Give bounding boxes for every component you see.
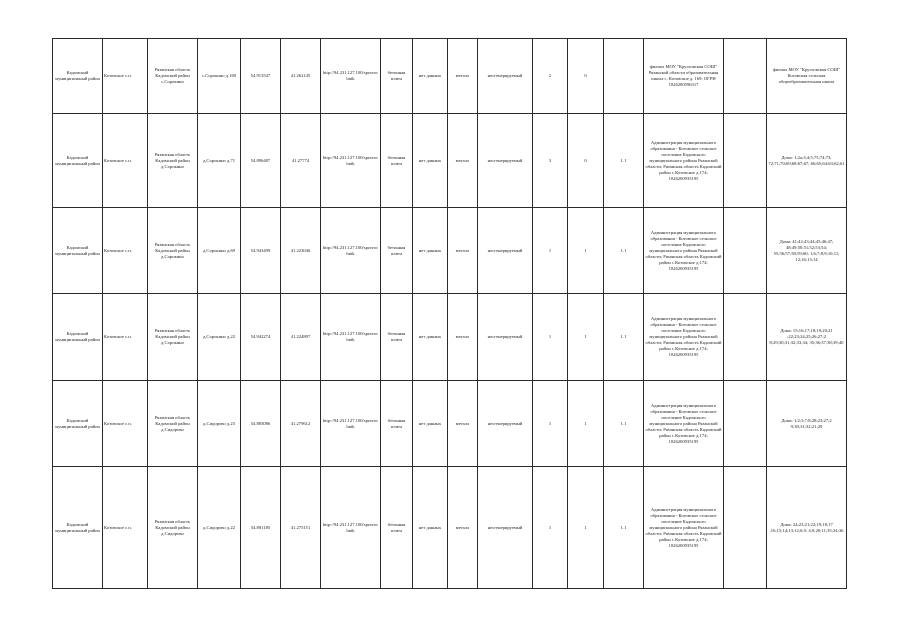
address-area-cell: Рязанская область Кадомский район д.Сидорово bbox=[148, 467, 198, 589]
houses-cell: Дома: 41;42;43;44;45;46;47; 48;49;50;51;52;53;54; 55;56;57;58;59;60; 1;6;7;8;9;10;11; 12;16;13;14 bbox=[767, 208, 847, 294]
link-cell: http://94.231.127.100/spravochnik bbox=[321, 381, 381, 467]
owner-cell: Администрация муниципального образования - Котовское сельское поселение Кадомского муниципального района Рязанской области; Рязанская область Кадомский район с.Котовское д.174; 1026200935195 bbox=[644, 114, 724, 208]
address-cell: д.Сорокино д.71 bbox=[198, 114, 241, 208]
municipality-cell: Кадомский муниципальный район bbox=[53, 467, 103, 589]
type-cell: несгенерируемый bbox=[478, 39, 533, 114]
latitude-cell: 54.942274 bbox=[241, 294, 281, 381]
address-cell: д.Сидорово д.23 bbox=[198, 381, 241, 467]
link-cell: http://94.231.127.100/spravochnik bbox=[321, 39, 381, 114]
owner-cell: Администрация муниципального образования - Котовское сельское поселение Кадомского муниципального района Рязанской области; Рязанская область Кадомский район с.Котовское д.174; 1026200935195 bbox=[644, 467, 724, 589]
municipality-cell: Кадомский муниципальный район bbox=[53, 114, 103, 208]
volume-cell bbox=[604, 39, 644, 114]
count1-cell: 1 bbox=[533, 208, 568, 294]
data-cell: нет данных bbox=[413, 381, 448, 467]
surface-cell: бетонная плита bbox=[381, 39, 413, 114]
houses-cell: Дома: 1;2;3;7;8;28;23;27;2 9;30;31;32;21;29 bbox=[767, 381, 847, 467]
extra-cell bbox=[724, 294, 767, 381]
type-cell: несгенерируемый bbox=[478, 114, 533, 208]
address-cell: д.Сидорово д.22 bbox=[198, 467, 241, 589]
address-cell: с.Сорокино д.169 bbox=[198, 39, 241, 114]
address-area-cell: Рязанская область Кадомский район с.Сорокино bbox=[148, 39, 198, 114]
registry-table bbox=[52, 38, 847, 589]
houses-cell: Дома: 24;23;21;22;19;18;17 ;16;15;14;13;12;6;5; 4;9;20;11;35;34;36 bbox=[767, 467, 847, 589]
longitude-cell: 41.275151 bbox=[281, 467, 321, 589]
longitude-cell: 41.262145 bbox=[281, 39, 321, 114]
table-row bbox=[53, 114, 847, 208]
latitude-cell: 54.883086 bbox=[241, 381, 281, 467]
settlement-cell: Котовское с.п. bbox=[103, 114, 148, 208]
surface-cell: бетонная плита bbox=[381, 294, 413, 381]
count1-cell: 1 bbox=[533, 467, 568, 589]
settlement-cell: Котовское с.п. bbox=[103, 39, 148, 114]
houses-cell: Дома: 15;16;17;18;19;20;21 ;22;23;24;25;26;27;2 8;29;30;31;32;33;34; 35;36;37;38;39;40 bbox=[767, 294, 847, 381]
count1-cell: 3 bbox=[533, 114, 568, 208]
table-row bbox=[53, 467, 847, 589]
settlement-cell: Котовское с.п. bbox=[103, 294, 148, 381]
houses-cell: филиал МОУ "Кругловская СОШ" Котовская сельская общеобразовательная школа bbox=[767, 39, 847, 114]
type-cell: несгенерируемый bbox=[478, 467, 533, 589]
table-row bbox=[53, 39, 847, 114]
data-cell: нет данных bbox=[413, 114, 448, 208]
data-cell: нет данных bbox=[413, 39, 448, 114]
surface-cell: бетонная плита bbox=[381, 381, 413, 467]
longitude-cell: 41.279612 bbox=[281, 381, 321, 467]
surface-cell: бетонная плита bbox=[381, 208, 413, 294]
extra-cell bbox=[724, 114, 767, 208]
latitude-cell: 54.943499 bbox=[241, 208, 281, 294]
table-row bbox=[53, 381, 847, 467]
material-cell: металл bbox=[448, 294, 478, 381]
address-area-cell: Рязанская область Кадомский район д.Сорокино bbox=[148, 294, 198, 381]
count2-cell: 1 bbox=[568, 381, 604, 467]
houses-cell: Дома: 1;2а;3;4;5;75;74;73; 72;71;70;69;68;67;67; 66;65;64;63;62;61 bbox=[767, 114, 847, 208]
extra-cell bbox=[724, 467, 767, 589]
municipality-cell: Кадомский муниципальный район bbox=[53, 294, 103, 381]
material-cell: металл bbox=[448, 208, 478, 294]
type-cell: несгенерируемый bbox=[478, 294, 533, 381]
address-area-cell: Рязанская область Кадомский район д.Сорокино bbox=[148, 114, 198, 208]
count1-cell: 1 bbox=[533, 294, 568, 381]
count2-cell: 0 bbox=[568, 39, 604, 114]
link-cell: http://94.231.127.100/spravochnik bbox=[321, 294, 381, 381]
count2-cell: 1 bbox=[568, 208, 604, 294]
volume-cell: 1.1 bbox=[604, 208, 644, 294]
municipality-cell: Кадомский муниципальный район bbox=[53, 381, 103, 467]
address-cell: д.Сорокино д.22 bbox=[198, 294, 241, 381]
count1-cell: 2 bbox=[533, 39, 568, 114]
longitude-cell: 41.27774 bbox=[281, 114, 321, 208]
municipality-cell: Кадомский муниципальный район bbox=[53, 39, 103, 114]
volume-cell: 1.1 bbox=[604, 294, 644, 381]
count1-cell: 1 bbox=[533, 381, 568, 467]
count2-cell: 0 bbox=[568, 114, 604, 208]
material-cell: металл bbox=[448, 381, 478, 467]
data-cell: нет данных bbox=[413, 294, 448, 381]
material-cell: металл bbox=[448, 114, 478, 208]
material-cell: металл bbox=[448, 39, 478, 114]
extra-cell bbox=[724, 39, 767, 114]
latitude-cell: 54.881185 bbox=[241, 467, 281, 589]
count2-cell: 1 bbox=[568, 467, 604, 589]
type-cell: несгенерируемый bbox=[478, 381, 533, 467]
longitude-cell: 41.223046 bbox=[281, 208, 321, 294]
owner-cell: Администрация муниципального образования - Котовское сельское поселение Кадомского муниципального района Рязанской области; Рязанская область Кадомский район с.Котовское д.174; 1026200935195 bbox=[644, 208, 724, 294]
volume-cell: 1.1 bbox=[604, 114, 644, 208]
owner-cell: Администрация муниципального образования - Котовское сельское поселение Кадомского муниципального района Рязанской области; Рязанская область Кадомский район с.Котовское д.174; 1026200935195 bbox=[644, 294, 724, 381]
link-cell: http://94.231.127.100/spravochnik bbox=[321, 208, 381, 294]
address-area-cell: Рязанская область Кадомский район д.Сидорово bbox=[148, 381, 198, 467]
surface-cell: бетонная плита bbox=[381, 114, 413, 208]
latitude-cell: 54.913547 bbox=[241, 39, 281, 114]
surface-cell: бетонная плита bbox=[381, 467, 413, 589]
volume-cell: 1.1 bbox=[604, 467, 644, 589]
data-cell: нет данных bbox=[413, 208, 448, 294]
settlement-cell: Котовское с.п. bbox=[103, 381, 148, 467]
volume-cell: 1.1 bbox=[604, 381, 644, 467]
link-cell: http://94.231.127.100/spravochnik bbox=[321, 467, 381, 589]
table-row bbox=[53, 208, 847, 294]
material-cell: металл bbox=[448, 467, 478, 589]
type-cell: несгенерируемый bbox=[478, 208, 533, 294]
settlement-cell: Котовское с.п. bbox=[103, 208, 148, 294]
latitude-cell: 54.896487 bbox=[241, 114, 281, 208]
table-row bbox=[53, 294, 847, 381]
address-cell: д.Сорокино д.69 bbox=[198, 208, 241, 294]
data-cell: нет данных bbox=[413, 467, 448, 589]
extra-cell bbox=[724, 208, 767, 294]
count2-cell: 1 bbox=[568, 294, 604, 381]
municipality-cell: Кадомский муниципальный район bbox=[53, 208, 103, 294]
link-cell: http://94.231.127.100/spravochnik bbox=[321, 114, 381, 208]
settlement-cell: Котовское с.п. bbox=[103, 467, 148, 589]
owner-cell: филиал МОУ "Кругловская СОШ" Рязанской области образовательная школа с. Котовское д. 169; ОГРН 1026200596317 bbox=[644, 39, 724, 114]
extra-cell bbox=[724, 381, 767, 467]
address-area-cell: Рязанская область Кадомский район д.Сорокино bbox=[148, 208, 198, 294]
longitude-cell: 41.224897 bbox=[281, 294, 321, 381]
owner-cell: Администрация муниципального образования - Котовское сельское поселение Кадомского муниципального района Рязанской области; Рязанская область Кадомский район с.Котовское д.174; 1026200935195 bbox=[644, 381, 724, 467]
